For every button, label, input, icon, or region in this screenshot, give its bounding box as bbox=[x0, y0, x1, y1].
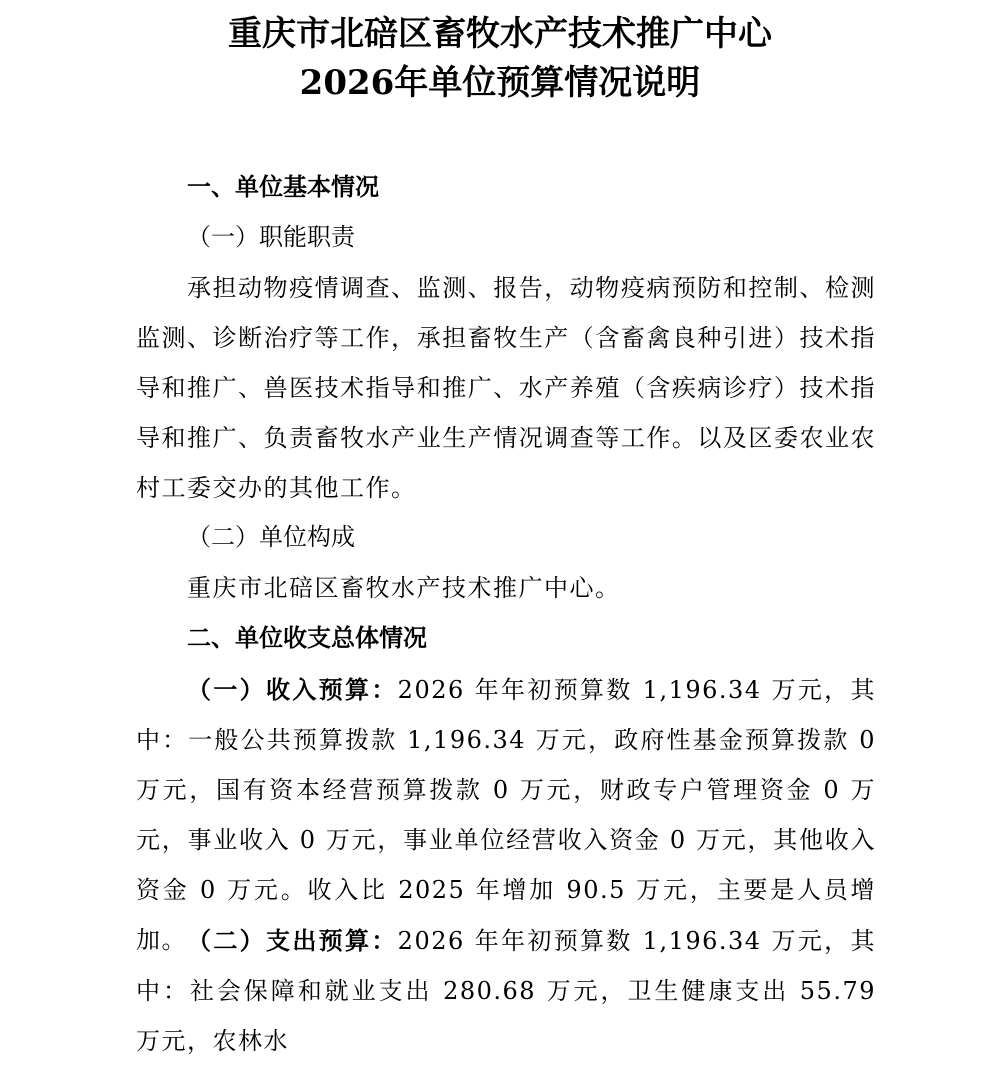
expense-budget-label: （二）支出预算： bbox=[187, 926, 398, 955]
section-heading-basic-info: 一、单位基本情况 bbox=[187, 172, 379, 201]
income-budget-label: （一）收入预算： bbox=[187, 675, 398, 704]
income-budget-text: 2026 年年初预算数 1,196.34 万元，其中：一般公共预算拨款 1,196.34 万元，政府性基金预算拨款 0 万元，国有资本经营预算拨款 0 万元，财政专户管理资金 0 万元，事业收入 0 万元，事业单位经营收入资金 0 万元，其他收入资金 0 万元。收入比 2025 年增加 90.5 万元，主要是人员增加。 bbox=[136, 676, 877, 954]
paragraph-expense-budget bbox=[136, 916, 876, 1066]
section-heading-revenue-expense: 二、单位收支总体情况 bbox=[187, 623, 427, 652]
paragraph-duties: 承担动物疫情调查、监测、报告，动物疫病预防和控制、检测监测、诊断治疗等工作，承担畜牧生产（含畜禽良种引进）技术指导和推广、兽医技术指导和推广、水产养殖（含疾病诊疗）技术指导和推广、负责畜牧水产业生产情况调查等工作。以及区委农业农村工委交办的其他工作。 bbox=[136, 274, 876, 502]
subsection-heading-composition: （二）单位构成 bbox=[187, 523, 355, 551]
expense-budget-text: 2026 年年初预算数 1,196.34 万元，其中：社会保障和就业支出 280.68 万元，卫生健康支出 55.79 万元，农林水 bbox=[136, 927, 877, 1055]
document-title-line2: 2026年单位预算情况说明 bbox=[299, 63, 701, 103]
document-title-line1: 重庆市北碚区畜牧水产技术推广中心 bbox=[228, 14, 772, 54]
paragraph-composition: 重庆市北碚区畜牧水产技术推广中心。 bbox=[187, 574, 621, 602]
subsection-heading-duties: （一）职能职责 bbox=[187, 223, 355, 251]
